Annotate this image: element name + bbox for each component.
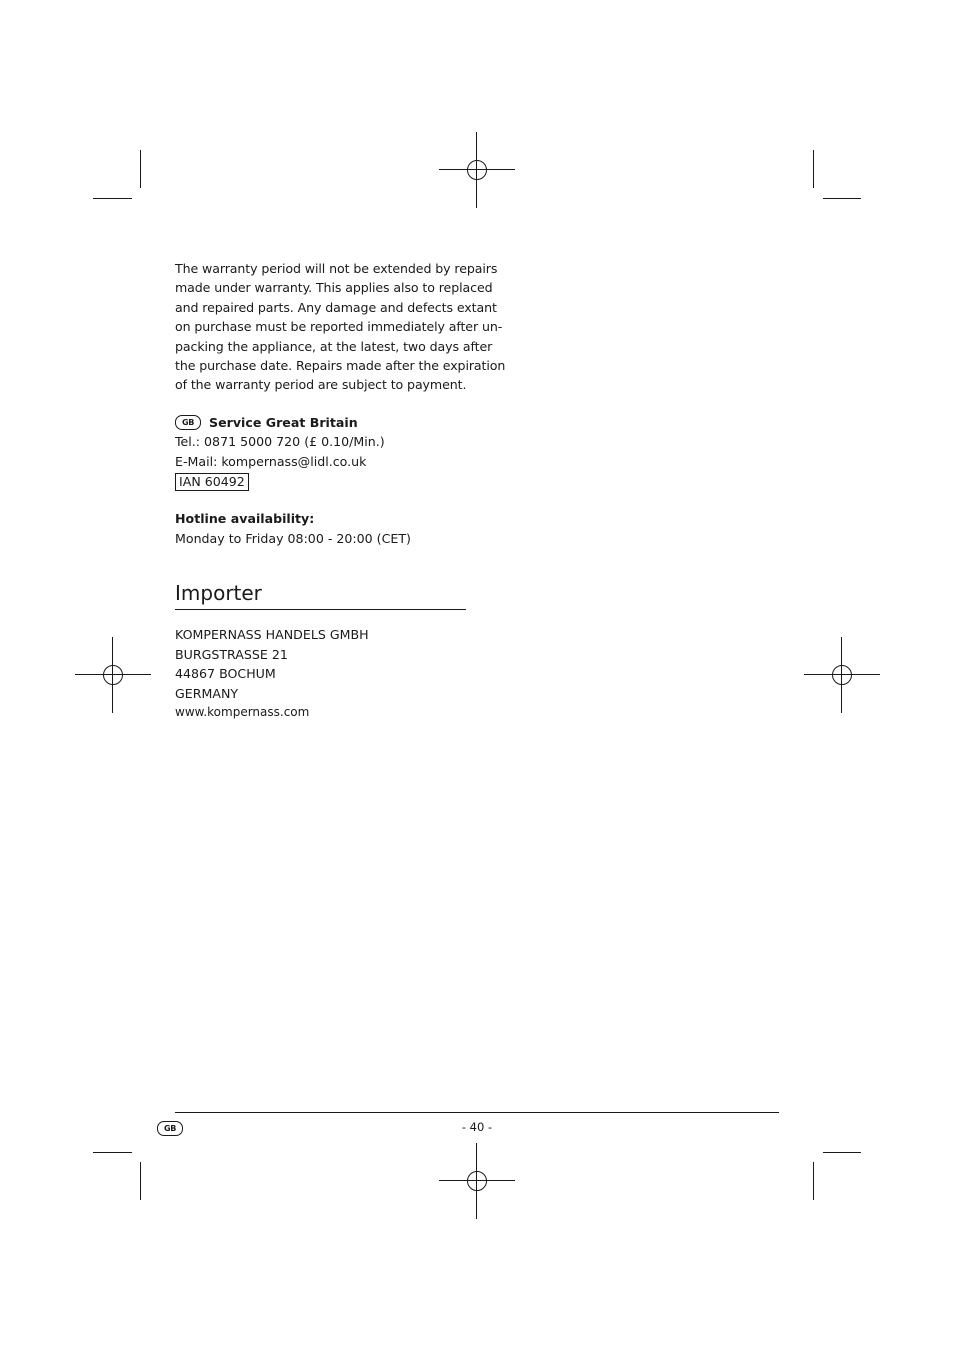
hotline-hours: Monday to Friday 08:00 - 20:00 (CET) xyxy=(175,531,411,546)
hotline-block xyxy=(175,509,411,549)
crop-mark xyxy=(93,1152,132,1153)
crop-mark xyxy=(823,1152,861,1153)
warranty-line: The warranty period will not be extended by repairs xyxy=(175,261,498,276)
registration-mark-icon xyxy=(75,637,151,713)
registration-mark-icon xyxy=(439,1143,515,1219)
ian-box: IAN 60492 xyxy=(175,473,249,491)
importer-country: GERMANY xyxy=(175,685,239,701)
service-block xyxy=(175,413,385,492)
crop-mark xyxy=(140,1162,141,1200)
importer-street: BURGSTRASSE 21 xyxy=(175,646,288,662)
crop-mark xyxy=(823,198,861,199)
gb-country-badge: GB xyxy=(157,1121,183,1136)
crop-mark xyxy=(93,198,132,199)
warranty-line: and repaired parts. Any damage and defects extant xyxy=(175,299,497,315)
warranty-line: on purchase must be reported immediately after un- xyxy=(175,319,503,335)
footer-rule xyxy=(175,1112,779,1113)
service-title: Service Great Britain xyxy=(209,415,358,430)
registration-mark-icon xyxy=(804,637,880,713)
warranty-paragraph xyxy=(175,259,506,395)
warranty-line: the purchase date. Repairs made after the expiration xyxy=(175,358,506,374)
warranty-line: packing the appliance, at the latest, two days after xyxy=(175,338,493,354)
importer-address xyxy=(175,625,369,723)
crop-mark xyxy=(140,150,141,188)
warranty-line: made under warranty. This applies also to replaced xyxy=(175,280,493,296)
service-email: E-Mail: kompernass@lidl.co.uk xyxy=(175,453,367,469)
hotline-title: Hotline availability: xyxy=(175,511,315,526)
page-number: - 40 - xyxy=(461,1120,493,1134)
warranty-line: of the warranty period are subject to payment. xyxy=(175,377,467,393)
heading-rule xyxy=(175,609,466,610)
importer-website: www.kompernass.com xyxy=(175,705,310,719)
importer-heading: Importer xyxy=(175,581,262,605)
importer-city: 44867 BOCHUM xyxy=(175,666,276,681)
gb-country-badge: GB xyxy=(175,415,201,430)
registration-mark-icon xyxy=(439,132,515,208)
service-phone: Tel.: 0871 5000 720 (£ 0.10/Min.) xyxy=(175,434,385,450)
importer-company: KOMPERNASS HANDELS GMBH xyxy=(175,627,369,642)
crop-mark xyxy=(813,150,814,188)
crop-mark xyxy=(813,1162,814,1200)
